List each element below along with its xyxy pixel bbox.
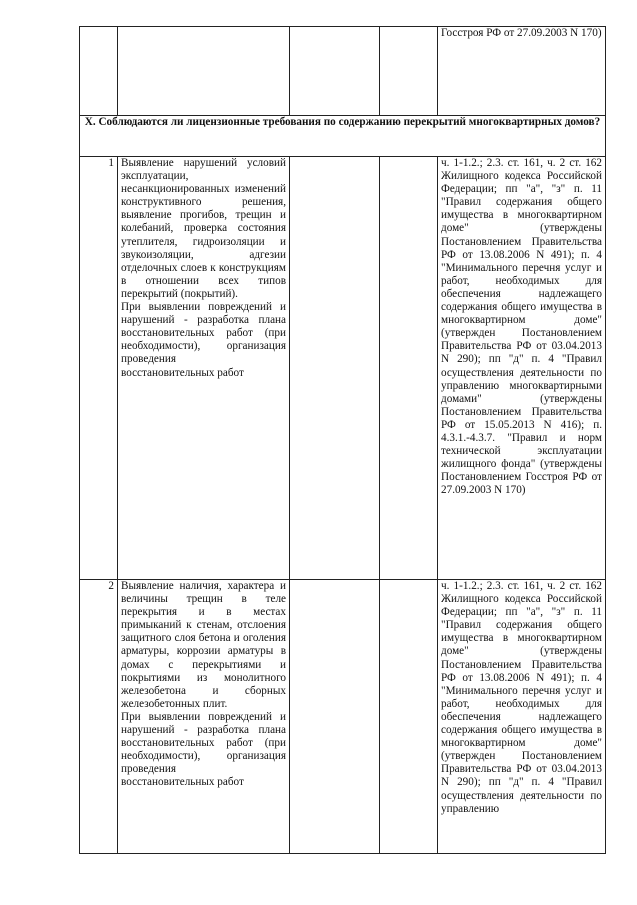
row-column-3 <box>290 157 380 580</box>
table-row-item-2 <box>80 580 606 854</box>
requirements-table <box>79 26 606 854</box>
description-paragraph-3: восстановительных работ <box>121 776 244 789</box>
row-number: 1 <box>80 157 118 580</box>
row-column-3 <box>290 580 380 854</box>
table-row-item-1 <box>80 157 606 580</box>
row-description <box>118 157 290 580</box>
row-description <box>118 580 290 854</box>
row-column-4 <box>380 27 438 116</box>
description-paragraph-3: восстановительных работ <box>121 366 244 379</box>
row-column-4 <box>380 580 438 854</box>
row-legal-basis: ч. 1-1.2.; 2.3. ст. 161, ч. 2 ст. 162 Жилищного кодекса Российской Федерации; пп "а", "з" п. 11 "Правил содержания общего имущества в многоквартирном доме" (утверждены Постановлением Правительства РФ от 13.08.2006 N 491); п. 4 "Минимального перечня услуг и работ, необходимых для обеспечения надлежащего содержания общего имущества в многоквартирном доме" (утвержден Постановлением Правительства РФ от 03.04.2013 N 290); пп "д" п. 4 "Правил осуществления деятельности по управлению <box>438 580 606 854</box>
row-column-3 <box>290 27 380 116</box>
row-number: 2 <box>80 580 118 854</box>
row-column-4 <box>380 157 438 580</box>
section-header-row <box>80 116 606 157</box>
description-paragraph-2: При выявлении повреждений и нарушений - разработка плана восстановительных работ (при необходимости), организация проведения <box>121 301 286 366</box>
description-paragraph-1: Выявление нарушений условий эксплуатации, несанкционированных изменений конструктивного решения, выявление прогибов, трещин и колебаний, проверка состояния утеплителя, гидроизоляции и звукоизоляции, адгезии отделочных слоев к конструкциям в отношении всех типов перекрытий (покрытий). <box>121 157 286 300</box>
row-legal-basis: Госстроя РФ от 27.09.2003 N 170) <box>438 27 606 116</box>
table-row-top-continuation <box>80 27 606 116</box>
row-legal-basis: ч. 1-1.2.; 2.3. ст. 161, ч. 2 ст. 162 Жилищного кодекса Российской Федерации; пп "а", "з" п. 11 "Правил содержания общего имущества в многоквартирном доме" (утверждены Постановлением Правительства РФ от 13.08.2006 N 491); п. 4 "Минимального перечня услуг и работ, необходимых для обеспечения надлежащего содержания общего имущества в многоквартирном доме" (утвержден Постановлением Правительства РФ от 03.04.2013 N 290); пп "д" п. 4 "Правил осуществления деятельности по управлению многоквартирными домами" (утверждены Постановлением Правительства РФ от 15.05.2013 N 416); п. 4.3.1.-4.3.7. "Правил и норм технической эксплуатации жилищного фонда" (утверждены Постановлением Госстроя РФ от 27.09.2003 N 170) <box>438 157 606 580</box>
section-title: X. Соблюдаются ли лицензионные требования по содержанию перекрытий многоквартирных домов? <box>80 116 606 157</box>
row-number <box>80 27 118 116</box>
description-paragraph-1: Выявление наличия, характера и величины трещин в теле перекрытия и в местах примыканий к стенам, отслоения защитного слоя бетона и оголения арматуры, коррозии арматуры в домах с перекрытиями и покрытиями из монолитного железобетона и сборных железобетонных плит. <box>121 580 286 710</box>
description-paragraph-2: При выявлении повреждений и нарушений - разработка плана восстановительных работ (при необходимости), организация проведения <box>121 710 286 776</box>
row-description <box>118 27 290 116</box>
